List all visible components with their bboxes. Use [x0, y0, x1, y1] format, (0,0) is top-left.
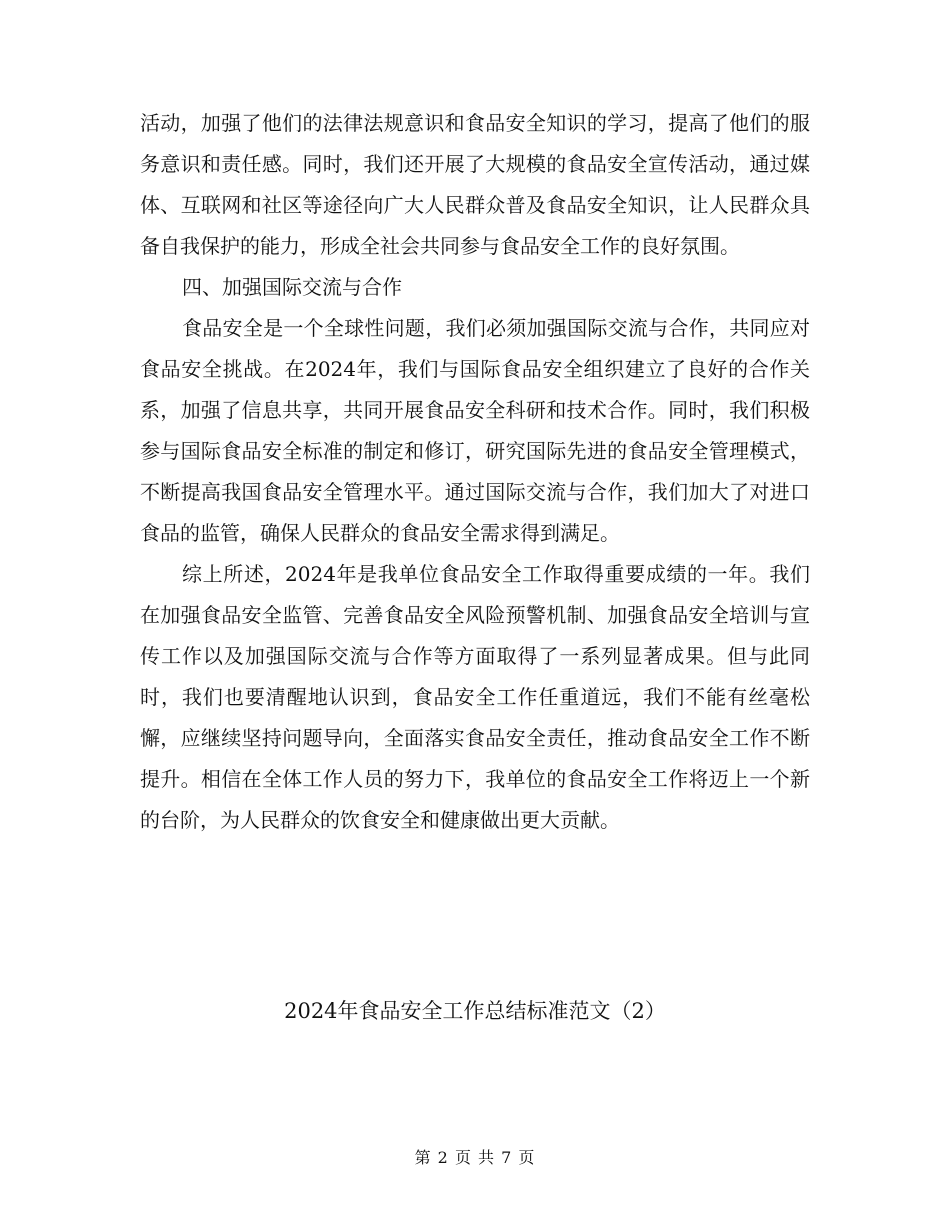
document-body — [140, 103, 810, 841]
paragraph-continued: 活动，加强了他们的法律法规意识和食品安全知识的学习，提高了他们的服务意识和责任感。同时，我们还开展了大规模的食品安全宣传活动，通过媒体、互联网和社区等途径向广大人民群众普及食品安全知识，让人民群众具备自我保护的能力，形成全社会共同参与食品安全工作的良好氛围。 — [140, 111, 810, 258]
paragraph-summary: 综上所述，2024年是我单位食品安全工作取得重要成绩的一年。我们在加强食品安全监管、完善食品安全风险预警机制、加强食品安全培训与宣传工作以及加强国际交流与合作等方面取得了一系列显著成果。但与此同时，我们也要清醒地认识到，食品安全工作任重道远，我们不能有丝毫松懈，应继续坚持问题导向，全面落实食品安全责任，推动食品安全工作不断提升。相信在全体工作人员的努力下，我单位的食品安全工作将迈上一个新的台阶，为人民群众的饮食安全和健康做出更大贡献。 — [140, 562, 810, 832]
page-footer: 第 2 页 共 7 页 — [414, 1148, 536, 1167]
next-section-title: 2024年食品安全工作总结标准范文（2） — [284, 999, 666, 1023]
paragraph-international-cooperation: 食品安全是一个全球性问题，我们必须加强国际交流与合作，共同应对食品安全挑战。在2024年，我们与国际食品安全组织建立了良好的合作关系，加强了信息共享，共同开展食品安全科研和技术合作。同时，我们积极参与国际食品安全标准的制定和修订，研究国际先进的食品安全管理模式，不断提高我国食品安全管理水平。通过国际交流与合作，我们加大了对进口食品的监管，确保人民群众的食品安全需求得到满足。 — [140, 316, 810, 545]
section-heading-international-cooperation: 四、加强国际交流与合作 — [182, 275, 402, 299]
